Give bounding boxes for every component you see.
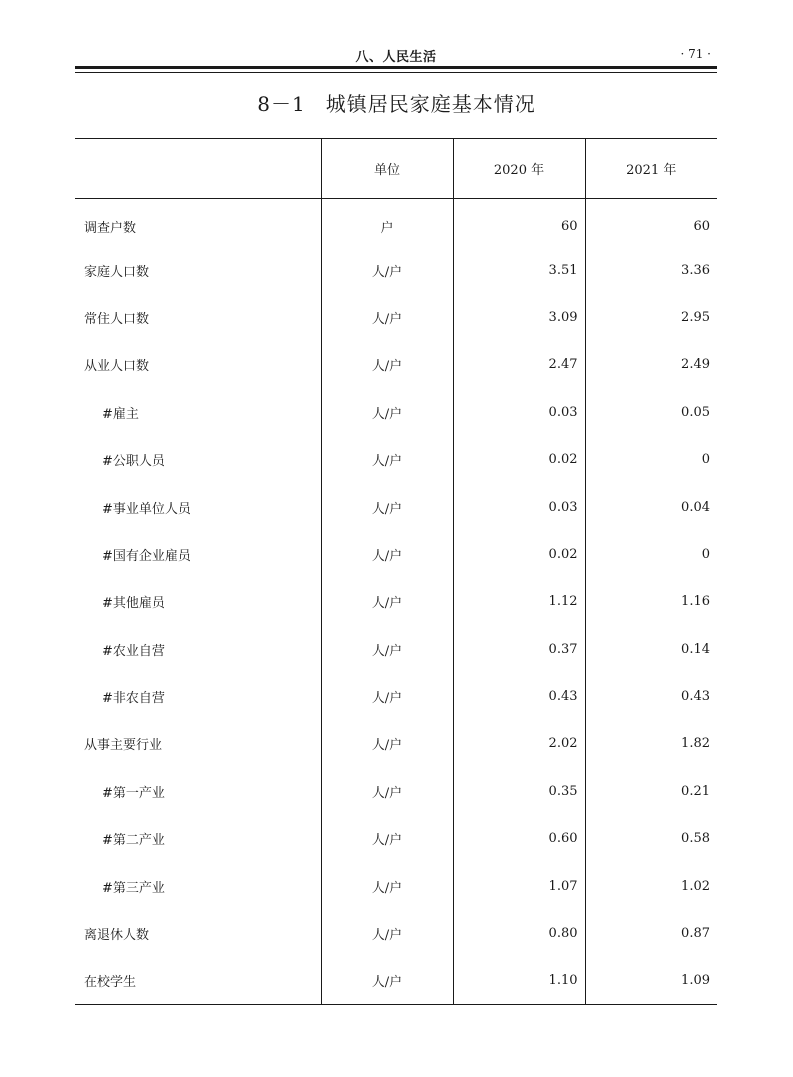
row-unit: 户: [321, 199, 453, 246]
row-value-2020: 0.43: [453, 672, 585, 719]
table-header-row: [75, 139, 717, 199]
row-value-2021: 0.21: [585, 767, 717, 814]
row-unit: 人/户: [321, 720, 453, 767]
row-value-2020: 1.07: [453, 862, 585, 909]
row-value-2021: 1.02: [585, 862, 717, 909]
row-label: #第一产业: [102, 785, 165, 801]
table-title: [0, 88, 793, 117]
row-value-2020: 0.80: [453, 909, 585, 956]
table-row: [75, 957, 717, 1004]
table-row: [75, 483, 717, 530]
row-label: 离退休人数: [84, 928, 150, 944]
column-header-unit: 单位: [321, 139, 453, 199]
row-value-2021: 3.36: [585, 246, 717, 293]
column-header-item: [75, 139, 321, 199]
row-label: #第三产业: [102, 880, 165, 896]
row-value-2020: 0.37: [453, 625, 585, 672]
row-label: 从事主要行业: [84, 738, 163, 754]
row-value-2020: 3.09: [453, 293, 585, 340]
row-value-2021: 2.95: [585, 293, 717, 340]
table-row: [75, 293, 717, 340]
row-unit: 人/户: [321, 672, 453, 719]
row-unit: 人/户: [321, 957, 453, 1004]
table-row: [75, 341, 717, 388]
section-title: 八、人民生活: [355, 50, 437, 65]
row-unit: 人/户: [321, 341, 453, 388]
row-value-2020: 1.10: [453, 957, 585, 1004]
row-label: 从业人口数: [84, 359, 150, 375]
row-unit: 人/户: [321, 578, 453, 625]
row-value-2020: 0.02: [453, 435, 585, 482]
table-row: [75, 388, 717, 435]
row-label: #其他雇员: [102, 596, 165, 612]
header-rule-thick: [75, 66, 717, 69]
row-value-2020: 2.02: [453, 720, 585, 767]
table-row: [75, 767, 717, 814]
row-label: #雇主: [102, 406, 139, 422]
row-value-2021: 0.05: [585, 388, 717, 435]
row-unit: 人/户: [321, 483, 453, 530]
row-value-2021: 0.43: [585, 672, 717, 719]
row-value-2020: 0.03: [453, 483, 585, 530]
row-value-2020: 2.47: [453, 341, 585, 388]
table-row: [75, 672, 717, 719]
row-unit: 人/户: [321, 815, 453, 862]
row-value-2021: 0: [585, 435, 717, 482]
table-row: [75, 720, 717, 767]
row-label: #农业自营: [102, 643, 165, 659]
row-label: #公职人员: [102, 454, 165, 470]
row-unit: 人/户: [321, 862, 453, 909]
row-value-2021: 1.82: [585, 720, 717, 767]
row-unit: 人/户: [321, 246, 453, 293]
row-value-2020: 0.02: [453, 530, 585, 577]
row-unit: 人/户: [321, 530, 453, 577]
row-label: 常住人口数: [84, 311, 150, 327]
table-row: [75, 435, 717, 482]
table-number: 8－1: [257, 92, 306, 116]
column-header-2021: 2021 年: [585, 139, 717, 199]
row-value-2021: 1.09: [585, 957, 717, 1004]
row-value-2020: 3.51: [453, 246, 585, 293]
row-unit: 人/户: [321, 435, 453, 482]
row-label: 家庭人口数: [84, 264, 150, 280]
row-value-2020: 0.03: [453, 388, 585, 435]
row-unit: 人/户: [321, 625, 453, 672]
row-label: #非农自营: [102, 691, 165, 707]
row-label: 在校学生: [75, 957, 321, 1004]
row-value-2021: 0.58: [585, 815, 717, 862]
table-body: [75, 199, 717, 1005]
row-unit: 人/户: [321, 388, 453, 435]
row-value-2020: 60: [453, 199, 585, 246]
row-unit: 人/户: [321, 767, 453, 814]
table-title-text: 城镇居民家庭基本情况: [325, 92, 536, 116]
table-row: [75, 578, 717, 625]
row-value-2021: 60: [585, 199, 717, 246]
table-row: [75, 862, 717, 909]
table-row: [75, 530, 717, 577]
table-row: [75, 199, 717, 246]
row-label: 调查户数: [84, 221, 137, 237]
row-value-2020: 0.60: [453, 815, 585, 862]
row-value-2021: 0.04: [585, 483, 717, 530]
row-value-2021: 0.87: [585, 909, 717, 956]
data-table: [75, 138, 717, 1005]
row-unit: 人/户: [321, 909, 453, 956]
row-value-2021: 2.49: [585, 341, 717, 388]
row-label: #第二产业: [102, 833, 165, 849]
row-unit: 人/户: [321, 293, 453, 340]
column-header-2020: 2020 年: [453, 139, 585, 199]
table-row: [75, 909, 717, 956]
row-label: #事业单位人员: [102, 501, 191, 517]
header-rule-thin: [75, 72, 717, 73]
row-value-2020: 1.12: [453, 578, 585, 625]
row-value-2021: 0.14: [585, 625, 717, 672]
page-number: · 71 ·: [680, 47, 711, 61]
row-value-2021: 1.16: [585, 578, 717, 625]
table-row: [75, 815, 717, 862]
table-row: [75, 246, 717, 293]
row-value-2020: 0.35: [453, 767, 585, 814]
row-value-2021: 0: [585, 530, 717, 577]
running-header: [75, 44, 717, 66]
table-row: [75, 625, 717, 672]
row-label: #国有企业雇员: [102, 548, 191, 564]
